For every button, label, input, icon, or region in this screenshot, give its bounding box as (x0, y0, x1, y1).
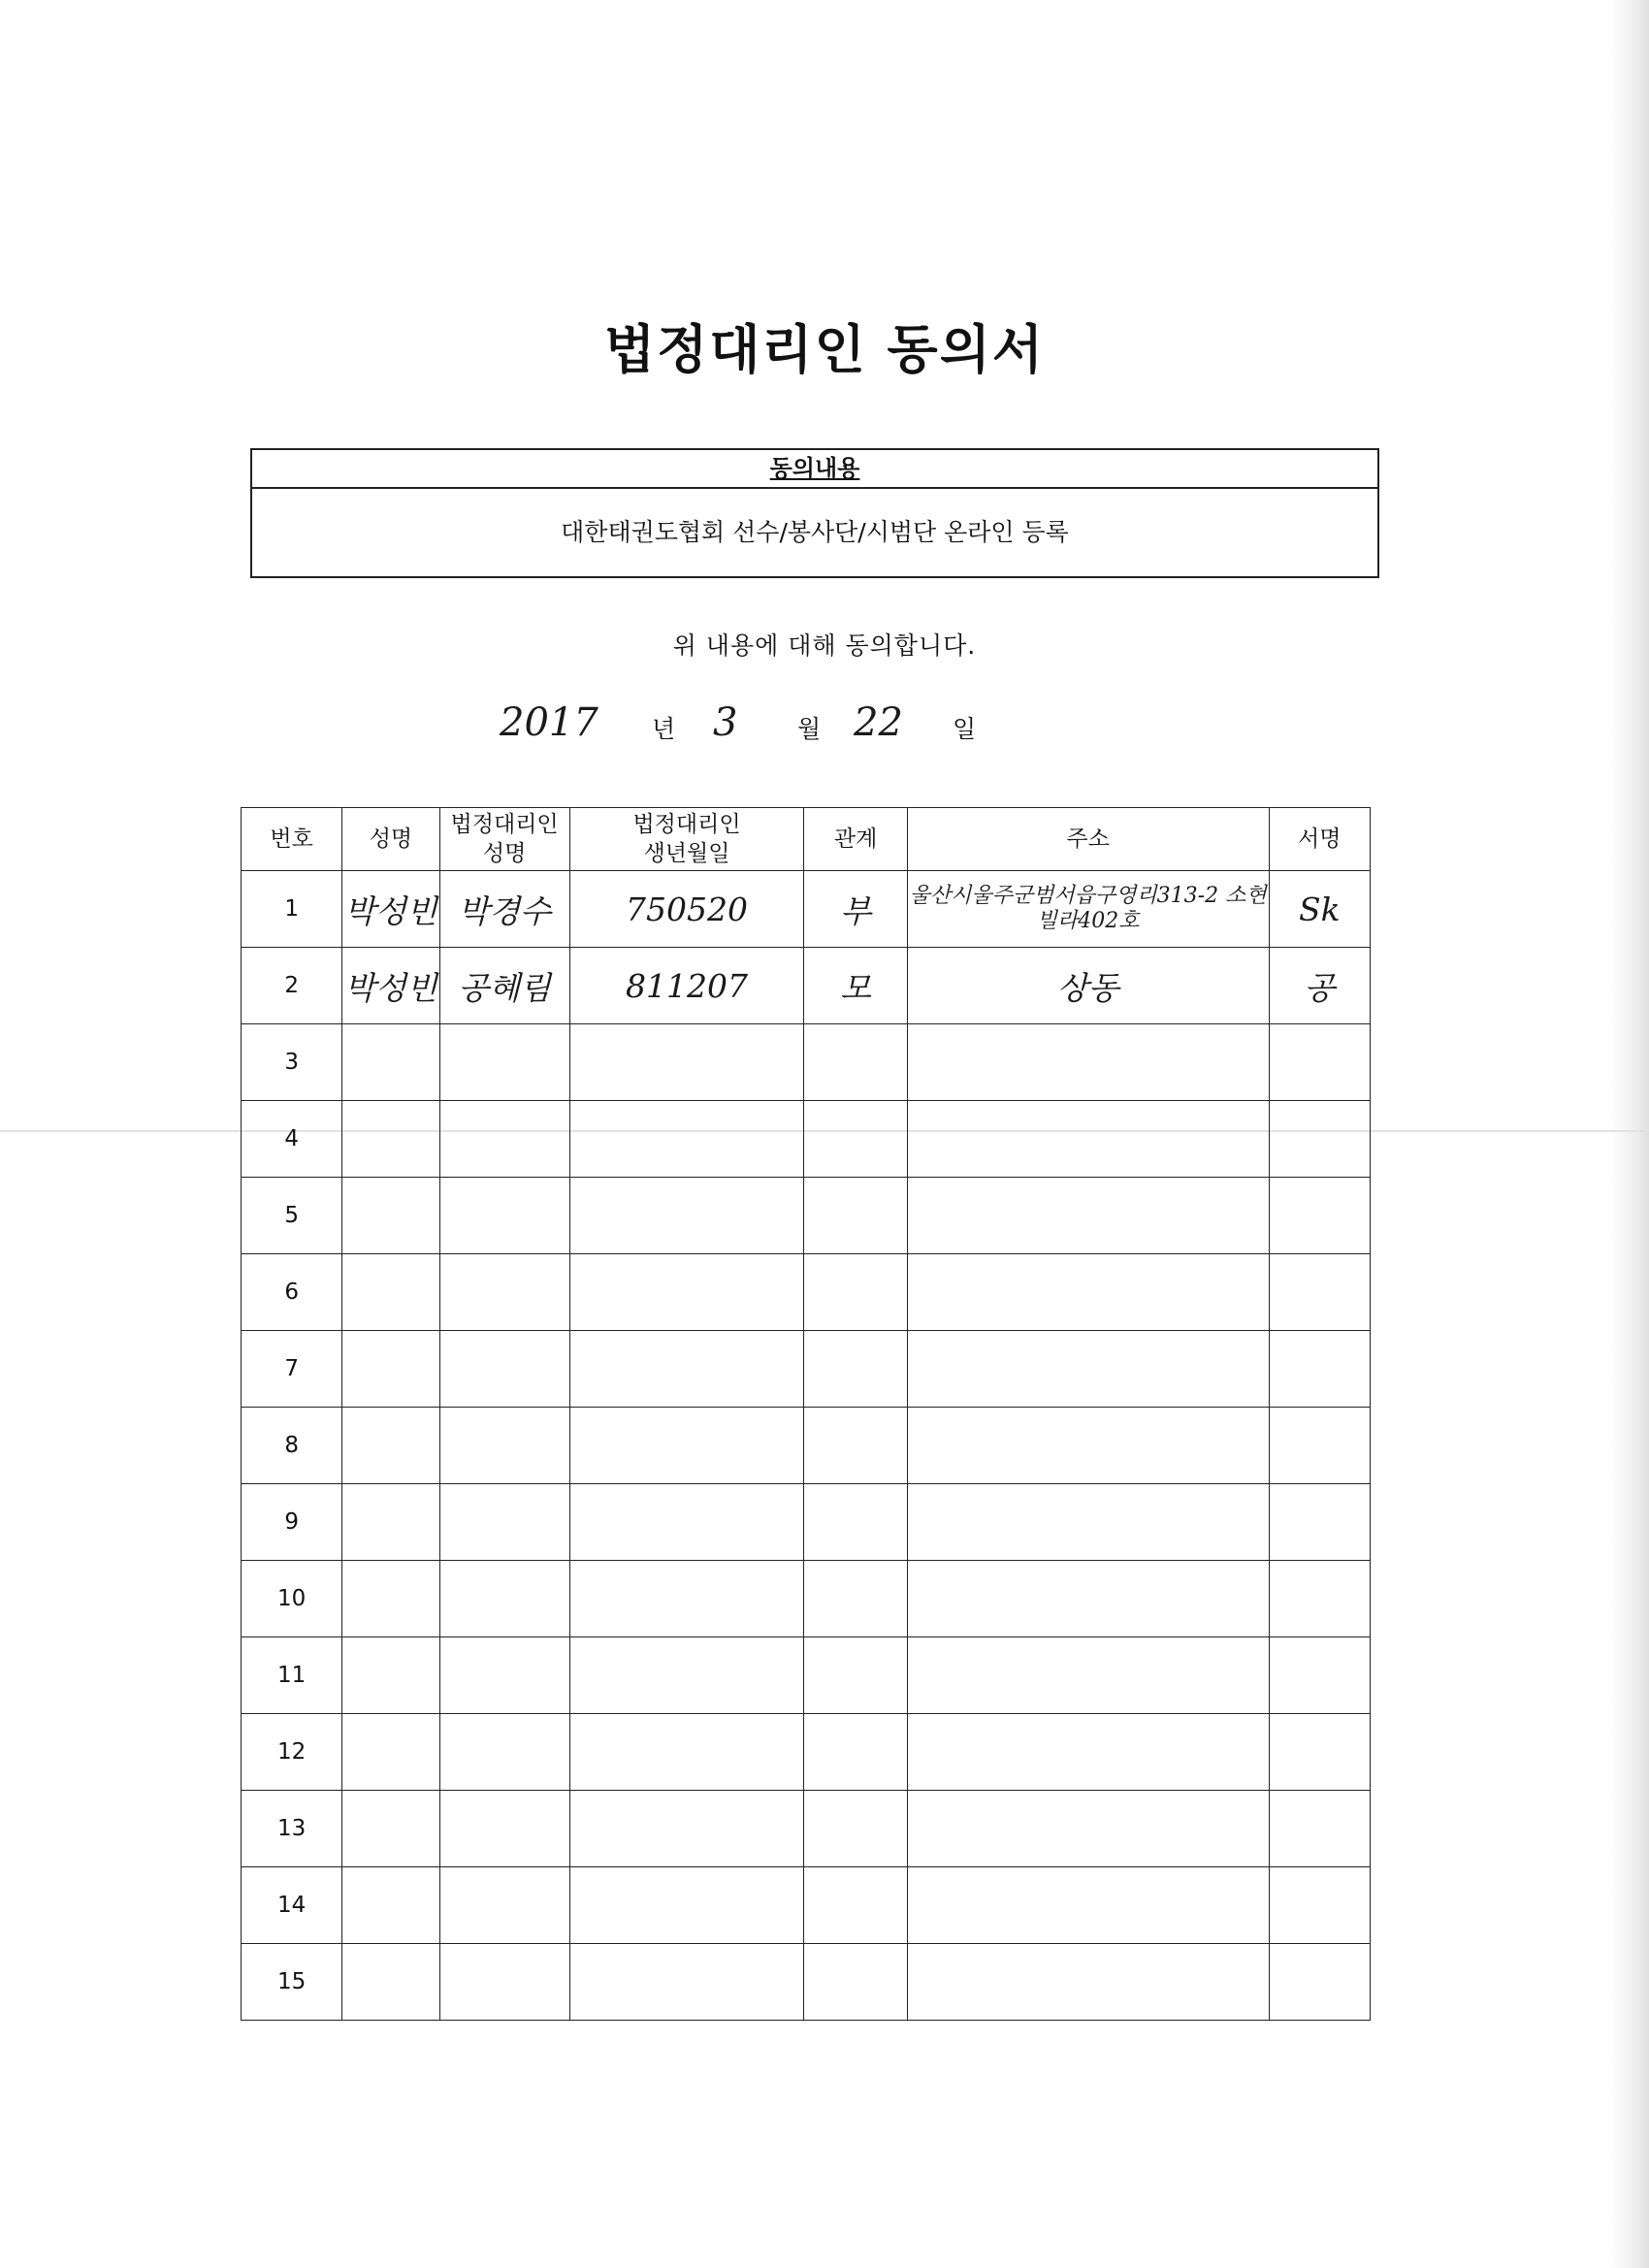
cell-guardian-birth (569, 1637, 804, 1714)
cell-relation (804, 1024, 907, 1101)
cell-name (342, 1101, 439, 1178)
row-number: 9 (242, 1484, 342, 1561)
cell-name (342, 1331, 439, 1408)
row-number: 13 (242, 1791, 342, 1867)
header-number: 번호 (242, 808, 342, 871)
table-row (242, 1178, 1371, 1254)
date-year-unit: 년 (652, 715, 676, 743)
cell-guardian-birth (569, 1101, 804, 1178)
agree-sentence: 위 내용에 대해 동의합니다. (672, 632, 977, 660)
row-number: 3 (242, 1024, 342, 1101)
cell-relation (804, 1637, 907, 1714)
cell-address (907, 1484, 1269, 1561)
cell-guardian-birth (569, 1484, 804, 1561)
cell-signature (1269, 1791, 1370, 1867)
cell-signature (1269, 1178, 1370, 1254)
cell-relation (804, 1561, 907, 1637)
cell-guardian-name: 박경수 (439, 871, 569, 948)
date-month: 3 (713, 700, 738, 745)
cell-guardian-birth (569, 1791, 804, 1867)
table-row (242, 1561, 1371, 1637)
cell-name (342, 1561, 439, 1637)
cell-name (342, 1944, 439, 2021)
cell-guardian-name (439, 1331, 569, 1408)
header-name: 성명 (342, 808, 439, 871)
row-number: 12 (242, 1714, 342, 1791)
cell-name (342, 1867, 439, 1944)
cell-name: 박성빈 (342, 871, 439, 948)
cell-signature: 공 (1269, 948, 1370, 1024)
row-number: 14 (242, 1867, 342, 1944)
cell-guardian-birth (569, 1408, 804, 1484)
agreement-content: 대한태권도협회 선수/봉사단/시범단 온라인 등록 (561, 518, 1069, 546)
cell-relation: 모 (804, 948, 907, 1024)
cell-signature (1269, 1714, 1370, 1791)
header-signature: 서명 (1269, 808, 1370, 871)
table-row (242, 1254, 1371, 1331)
cell-address (907, 1101, 1269, 1178)
cell-signature (1269, 1867, 1370, 1944)
cell-guardian-name: 공혜림 (439, 948, 569, 1024)
date-month-unit: 월 (797, 715, 822, 743)
table-row (242, 1331, 1371, 1408)
cell-address (907, 1254, 1269, 1331)
cell-relation (804, 1178, 907, 1254)
cell-address (907, 1178, 1269, 1254)
row-number: 8 (242, 1408, 342, 1484)
table-row (242, 1867, 1371, 1944)
cell-guardian-name (439, 1637, 569, 1714)
cell-name: 박성빈 (342, 948, 439, 1024)
cell-guardian-name (439, 1408, 569, 1484)
table-row (242, 871, 1371, 948)
cell-name (342, 1254, 439, 1331)
cell-name (342, 1178, 439, 1254)
cell-guardian-birth (569, 1944, 804, 2021)
row-number: 7 (242, 1331, 342, 1408)
cell-address: 울산시울주군범서읍구영리313-2 소현빌라402호 (907, 871, 1269, 948)
cell-signature (1269, 1944, 1370, 2021)
table-row (242, 1408, 1371, 1484)
cell-signature (1269, 1484, 1370, 1561)
row-number: 2 (242, 948, 342, 1024)
cell-address (907, 1791, 1269, 1867)
cell-address: 상동 (907, 948, 1269, 1024)
table-header-row (242, 808, 1371, 871)
cell-relation (804, 1484, 907, 1561)
cell-name (342, 1637, 439, 1714)
table-row (242, 1791, 1371, 1867)
cell-guardian-birth (569, 1331, 804, 1408)
cell-guardian-birth: 811207 (569, 948, 804, 1024)
date-day-unit: 일 (953, 715, 977, 743)
cell-guardian-name (439, 1791, 569, 1867)
row-number: 1 (242, 871, 342, 948)
table-row (242, 948, 1371, 1024)
cell-relation (804, 1331, 907, 1408)
cell-address (907, 1561, 1269, 1637)
row-number: 10 (242, 1561, 342, 1637)
table-row (242, 1101, 1371, 1178)
cell-guardian-name (439, 1944, 569, 2021)
cell-guardian-name (439, 1101, 569, 1178)
table-row (242, 1024, 1371, 1101)
header-guardian-name: 법정대리인 성명 (439, 808, 569, 871)
cell-guardian-birth (569, 1867, 804, 1944)
cell-signature (1269, 1408, 1370, 1484)
cell-guardian-name (439, 1714, 569, 1791)
cell-guardian-name (439, 1561, 569, 1637)
cell-address (907, 1637, 1269, 1714)
cell-guardian-name (439, 1178, 569, 1254)
header-address: 주소 (907, 808, 1269, 871)
cell-guardian-birth (569, 1024, 804, 1101)
document-title: 법정대리인 동의서 (603, 318, 1046, 380)
cell-address (907, 1408, 1269, 1484)
cell-guardian-birth (569, 1714, 804, 1791)
cell-name (342, 1408, 439, 1484)
cell-relation (804, 1944, 907, 2021)
cell-signature (1269, 1637, 1370, 1714)
agreement-header: 동의내용 (252, 450, 1377, 489)
cell-guardian-name (439, 1254, 569, 1331)
header-guardian-birth: 법정대리인 생년월일 (569, 808, 804, 871)
row-number: 4 (242, 1101, 342, 1178)
cell-relation (804, 1408, 907, 1484)
cell-relation (804, 1791, 907, 1867)
cell-name (342, 1714, 439, 1791)
cell-guardian-name (439, 1867, 569, 1944)
cell-name (342, 1791, 439, 1867)
cell-guardian-birth (569, 1254, 804, 1331)
cell-guardian-birth: 750520 (569, 871, 804, 948)
cell-relation (804, 1101, 907, 1178)
cell-signature (1269, 1101, 1370, 1178)
cell-guardian-birth (569, 1178, 804, 1254)
cell-address (907, 1331, 1269, 1408)
cell-relation (804, 1254, 907, 1331)
cell-relation (804, 1714, 907, 1791)
cell-relation (804, 1867, 907, 1944)
row-number: 6 (242, 1254, 342, 1331)
cell-signature (1269, 1331, 1370, 1408)
date-day: 22 (854, 700, 903, 745)
cell-signature (1269, 1024, 1370, 1101)
table-row (242, 1637, 1371, 1714)
cell-address (907, 1714, 1269, 1791)
row-number: 15 (242, 1944, 342, 2021)
cell-name (342, 1484, 439, 1561)
table-row (242, 1944, 1371, 2021)
date-year: 2017 (500, 700, 598, 745)
cell-address (907, 1024, 1269, 1101)
table-row (242, 1714, 1371, 1791)
cell-signature (1269, 1561, 1370, 1637)
row-number: 11 (242, 1637, 342, 1714)
cell-guardian-birth (569, 1561, 804, 1637)
cell-name (342, 1024, 439, 1101)
cell-signature (1269, 1254, 1370, 1331)
cell-guardian-name (439, 1024, 569, 1101)
table-row (242, 1484, 1371, 1561)
cell-guardian-name (439, 1484, 569, 1561)
cell-signature: Sk (1269, 871, 1370, 948)
cell-relation: 부 (804, 871, 907, 948)
header-relation: 관계 (804, 808, 907, 871)
cell-address (907, 1867, 1269, 1944)
row-number: 5 (242, 1178, 342, 1254)
cell-address (907, 1944, 1269, 2021)
agreement-box (250, 448, 1379, 578)
registration-table (241, 807, 1371, 2021)
